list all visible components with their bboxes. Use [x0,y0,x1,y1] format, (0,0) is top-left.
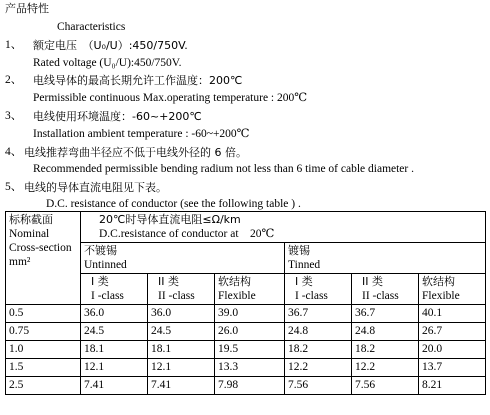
value-cell: 12.2 [352,359,419,377]
item-3-en: Installation ambient temperature : -60~+200℃ [33,128,250,140]
class-header: 软结构 Flexible [215,274,285,305]
untinned-header: 不镀锡 Untinned [81,243,285,274]
item-5-en: D.C. resistance of conductor (see the following table ) . [46,198,301,210]
value-cell: 7.56 [285,377,352,395]
value-cell: 24.5 [81,323,148,341]
value-cell: 7.56 [352,377,419,395]
item-2-zh: 电线导体的最高长期允许工作温度：200℃ [33,74,243,87]
value-cell: 19.5 [215,341,285,359]
item-5-zh: 电线的导体直流电阻见下表。 [24,181,167,194]
value-cell: 7.98 [215,377,285,395]
size-cell: 1.0 [6,341,81,359]
item-4-zh: 电线推荐弯曲半径应不低于电线外径的 6 倍。 [24,146,247,159]
table-row [6,359,486,377]
value-cell: 12.1 [81,359,148,377]
item-1-en: Rated voltage (U₀/U):450/750V. [33,57,182,69]
resistance-header: 20℃时导体直流电阻≤Ω/km D.C.resistance of conductor at 20℃ [81,212,486,243]
value-cell: 13.7 [419,359,486,377]
value-cell: 18.1 [81,341,148,359]
section-heading: 产品特性 [5,2,49,15]
item-number-2: 2、 [5,74,23,86]
value-cell: 24.8 [352,323,419,341]
value-cell: 18.2 [285,341,352,359]
value-cell: 36.0 [81,305,148,323]
item-number-5: 5、 [5,181,23,193]
value-cell: 18.1 [148,341,215,359]
section-subheading: Characteristics [57,21,126,33]
tinned-header: 镀锡 Tinned [285,243,486,274]
value-cell: 13.3 [215,359,285,377]
table-row [6,341,486,359]
table-row [6,305,486,323]
table-header-row-1 [6,212,486,243]
cross-section-header: 标称截面 Nominal Cross-section mm² [6,212,81,305]
size-cell: 0.5 [6,305,81,323]
value-cell: 36.7 [352,305,419,323]
value-cell: 7.41 [81,377,148,395]
value-cell: 18.2 [352,341,419,359]
item-number-4: 4、 [5,146,23,158]
item-number-1: 1、 [5,39,23,51]
resistance-table [5,211,486,395]
table-row [6,323,486,341]
value-cell: 7.41 [148,377,215,395]
value-cell: 39.0 [215,305,285,323]
value-cell: 20.0 [419,341,486,359]
class-header: II 类 II -class [352,274,419,305]
value-cell: 36.7 [285,305,352,323]
value-cell: 40.1 [419,305,486,323]
value-cell: 26.7 [419,323,486,341]
value-cell: 12.1 [148,359,215,377]
value-cell: 36.0 [148,305,215,323]
class-header: I 类 I -class [285,274,352,305]
value-cell: 24.8 [285,323,352,341]
size-cell: 0.75 [6,323,81,341]
item-4-en: Recommended permissible bending radium not less than 6 time of cable diameter . [33,163,414,175]
size-cell: 2.5 [6,377,81,395]
item-number-3: 3、 [5,110,23,122]
table-row [6,377,486,395]
size-cell: 1.5 [6,359,81,377]
value-cell: 26.0 [215,323,285,341]
class-header: 软结构 Flexible [419,274,486,305]
item-2-en: Permissible continuous Max.operating temperature : 200℃ [33,92,308,104]
value-cell: 24.5 [148,323,215,341]
item-1-zh: 额定电压 （U₀/U）:450/750V. [33,39,188,52]
class-header: II 类 II -class [148,274,215,305]
value-cell: 8.21 [419,377,486,395]
class-header: I 类 I -class [81,274,148,305]
item-3-zh: 电线使用环境温度：-60~+200℃ [33,110,202,123]
value-cell: 12.2 [285,359,352,377]
